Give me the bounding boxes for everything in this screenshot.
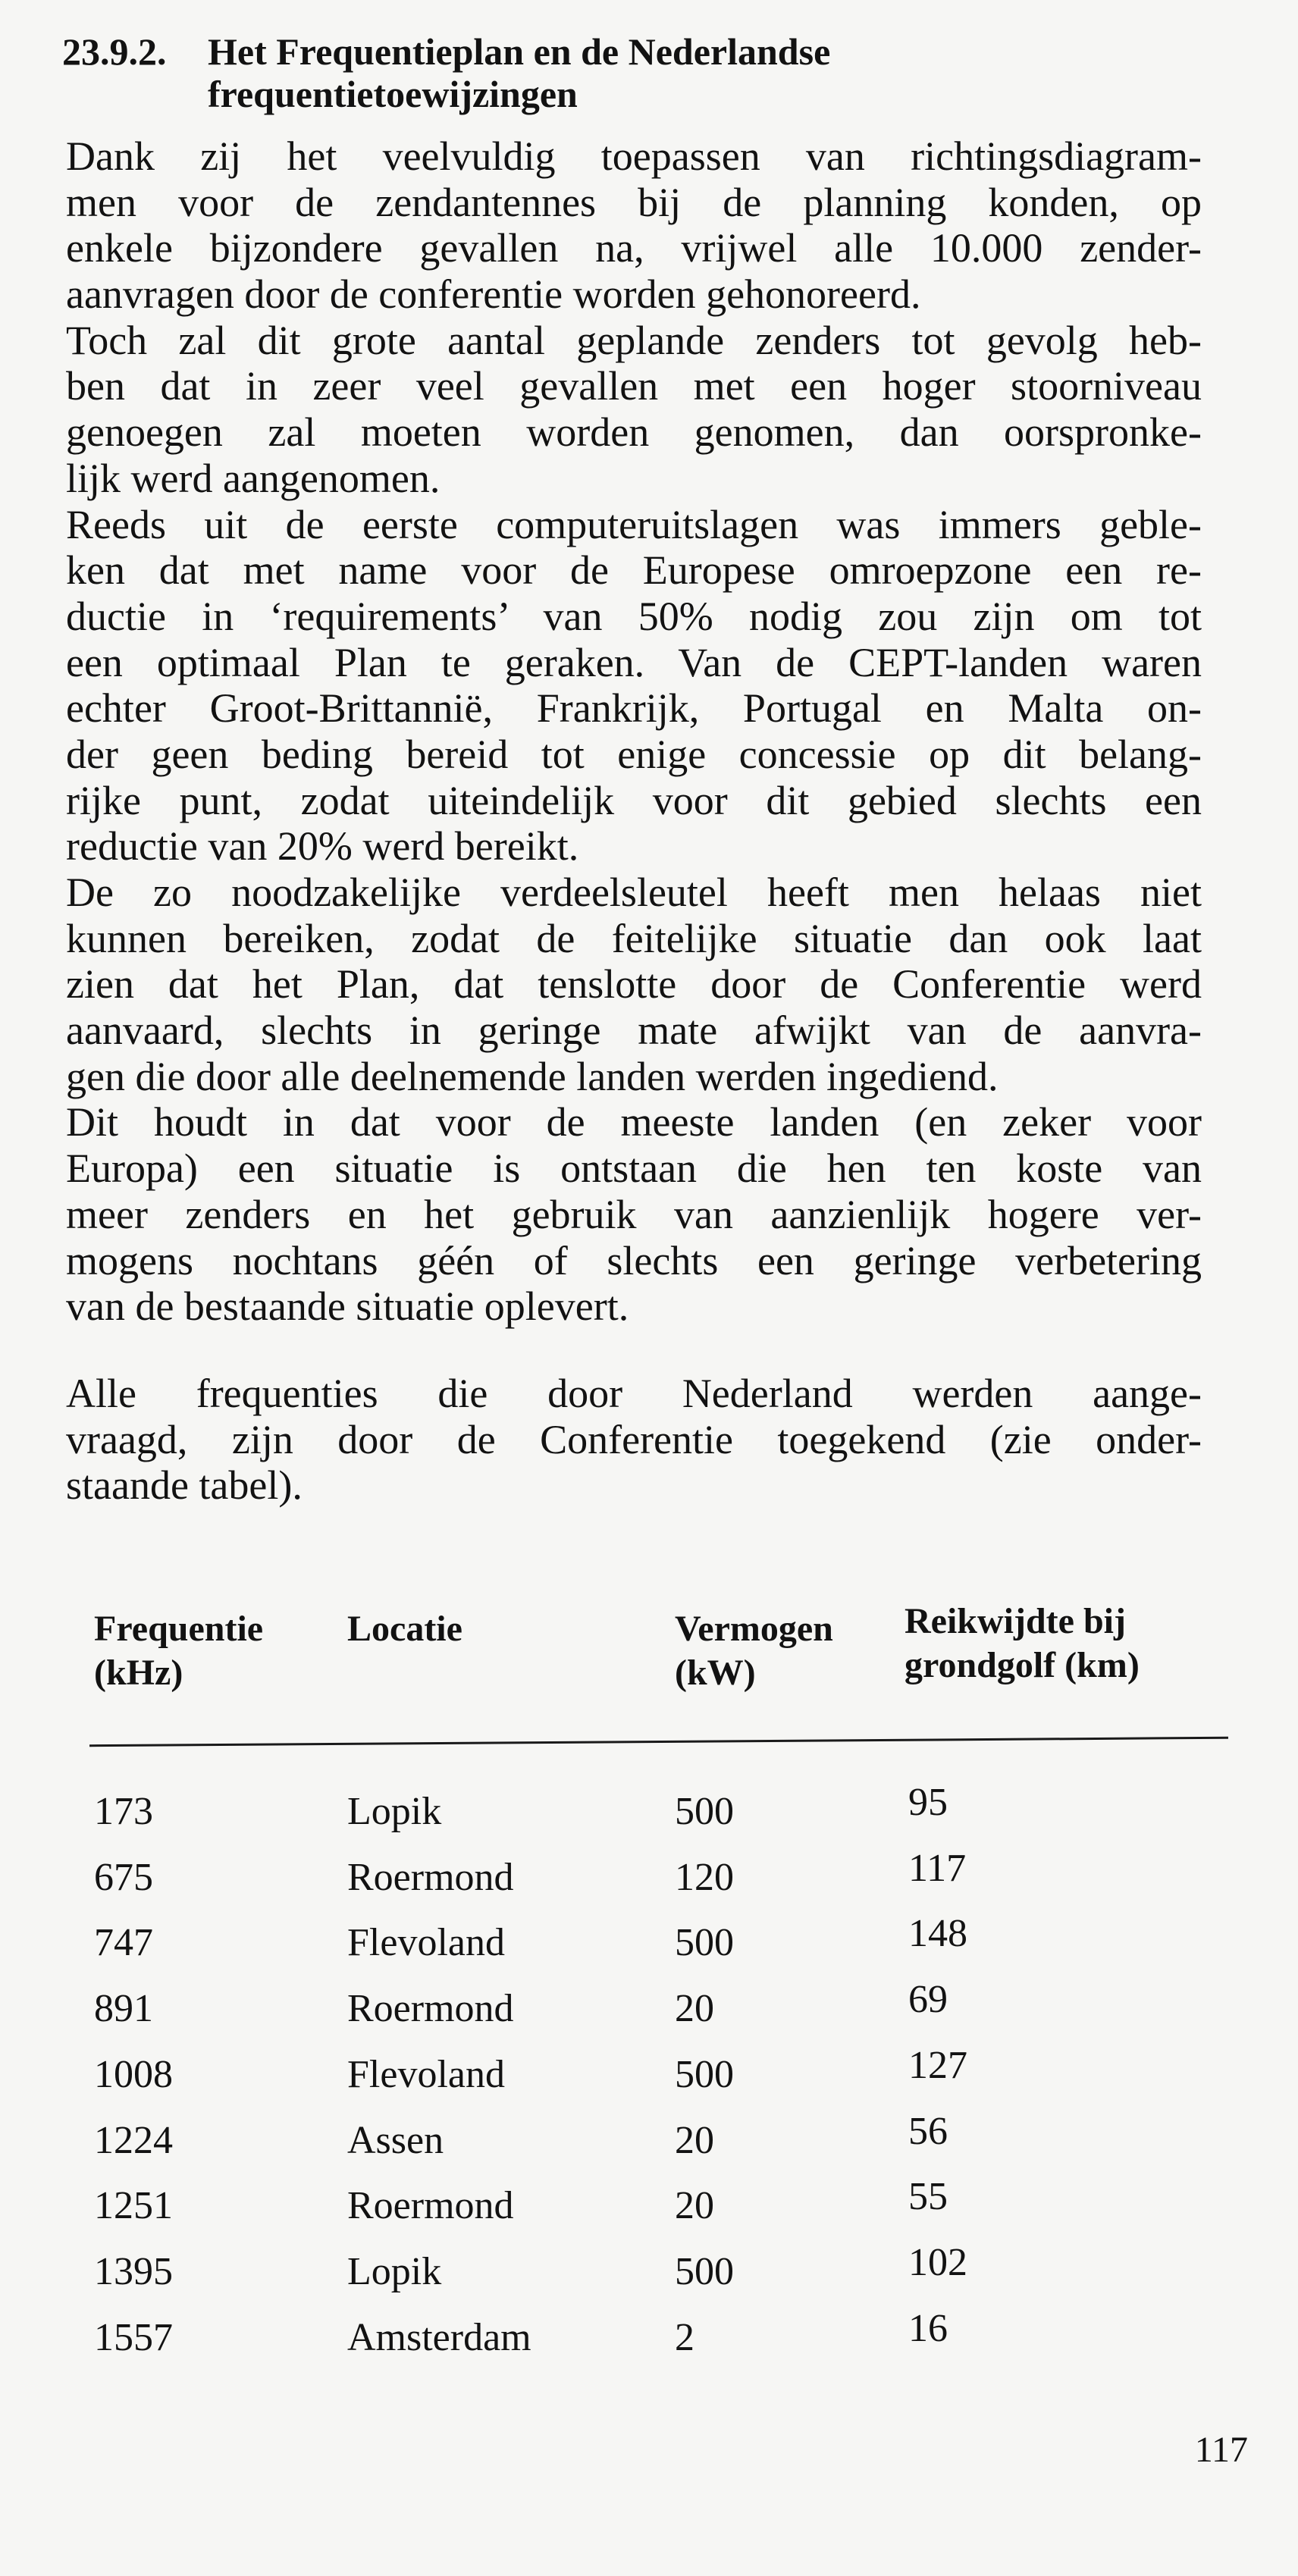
paragraph-gap — [66, 1330, 1202, 1371]
column-header-line: Frequentie — [94, 1609, 264, 1649]
text-line: enkele bijzondere gevallen na, vrijwel alle 10.000 zender- — [66, 225, 1202, 271]
table-row — [0, 2240, 1298, 2295]
paragraph — [66, 1099, 1202, 1329]
paragraph — [66, 502, 1202, 870]
text-line: rijke punt, zodat uiteindelijk voor dit gebied slechts een — [66, 777, 1202, 823]
column-header-line: grondgolf (km) — [905, 1645, 1140, 1685]
frequency-cell: 1557 — [94, 2315, 173, 2359]
text-line: lijk werd aangenomen. — [66, 455, 441, 501]
location-cell: Amsterdam — [347, 2315, 531, 2359]
text-line: men voor de zendantennes bij de planning konden, op — [66, 179, 1202, 225]
frequency-cell: 1395 — [94, 2249, 173, 2293]
text-line: echter Groot-Brittannië, Frankrijk, Portugal en Malta on- — [66, 685, 1202, 732]
power-cell: 500 — [675, 2249, 734, 2293]
table-row — [0, 2306, 1298, 2361]
column-header-line: Vermogen — [675, 1609, 833, 1649]
power-cell: 500 — [675, 1921, 734, 1965]
column-header-line: (kW) — [675, 1653, 756, 1693]
location-cell: Flevoland — [347, 2052, 505, 2096]
range-cell: 148 — [908, 1912, 967, 1956]
text-line: staande tabel). — [66, 1462, 303, 1509]
location-cell: Lopik — [347, 2249, 442, 2293]
column-header — [905, 1600, 1140, 1688]
range-cell: 55 — [908, 2175, 948, 2219]
location-cell: Roermond — [347, 1855, 514, 1899]
text-line: Alle frequenties die door Nederland werden aange- — [66, 1370, 1202, 1416]
range-cell: 102 — [908, 2240, 967, 2284]
table-header-rule — [89, 1737, 1228, 1747]
text-line: ben dat in zeer veel gevallen met een hoger stoorniveau — [66, 363, 1202, 409]
location-cell: Roermond — [347, 2184, 514, 2228]
paragraph — [66, 133, 1202, 318]
range-cell: 127 — [908, 2043, 967, 2087]
frequency-cell: 675 — [94, 1855, 153, 1899]
paragraph — [66, 318, 1202, 502]
text-line: De zo noodzakelijke verdeelsleutel heeft men helaas niet — [66, 870, 1202, 915]
range-cell: 95 — [908, 1781, 948, 1824]
page-number: 117 — [1194, 2430, 1248, 2470]
range-cell: 56 — [908, 2109, 948, 2153]
range-cell: 117 — [908, 1846, 967, 1890]
location-cell: Assen — [347, 2118, 444, 2162]
table-intro-paragraph — [66, 1371, 1202, 1509]
location-cell: Flevoland — [347, 1921, 505, 1965]
text-line: Europa) een situatie is ontstaan die hen ten koste van — [66, 1145, 1202, 1192]
table-row — [0, 1781, 1298, 1835]
section-number: 23.9.2. — [62, 30, 167, 73]
range-cell: 16 — [908, 2306, 948, 2350]
power-cell: 20 — [675, 2118, 714, 2162]
power-cell: 20 — [675, 1987, 714, 2031]
table-row — [0, 2175, 1298, 2229]
text-line: kunnen bereiken, zodat de feitelijke situatie dan ook laat — [66, 915, 1202, 961]
frequency-cell: 173 — [94, 1790, 153, 1833]
text-line: genoegen zal moeten worden genomen, dan oorspronke- — [66, 409, 1202, 456]
text-line: der geen beding bereid tot enige concessie op dit belang- — [66, 731, 1202, 777]
text-line: mogens nochtans géén of slechts een geringe verbetering — [66, 1237, 1202, 1283]
text-line: aanvragen door de conferentie worden gehonoreerd. — [66, 271, 921, 318]
text-line: van de bestaande situatie oplevert. — [66, 1283, 629, 1330]
power-cell: 500 — [675, 1790, 734, 1833]
paragraph — [66, 870, 1202, 1099]
text-line: gen die door alle deelnemende landen werden ingediend. — [66, 1053, 999, 1099]
frequency-cell: 747 — [94, 1921, 153, 1965]
location-cell: Lopik — [347, 1790, 442, 1833]
text-line: een optimaal Plan te geraken. Van de CEPT-landen waren — [66, 639, 1202, 685]
column-header — [675, 1607, 833, 1695]
text-line: ductie in ‘requirements’ van 50% nodig zou zijn om tot — [66, 593, 1202, 639]
frequency-cell: 1224 — [94, 2118, 173, 2162]
text-line: meer zenders en het gebruik van aanzienlijk hogere ver- — [66, 1191, 1202, 1237]
frequency-cell: 1008 — [94, 2052, 173, 2096]
column-header — [94, 1607, 263, 1695]
text-line: reductie van 20% werd bereikt. — [66, 823, 579, 870]
column-header-line: (kHz) — [94, 1653, 183, 1693]
power-cell: 500 — [675, 2052, 734, 2096]
column-header-line: Reikwijdte bij — [905, 1601, 1126, 1641]
text-line: vraagd, zijn door de Conferentie toegekend (zie onder- — [66, 1416, 1202, 1462]
text-line: ken dat met name voor de Europese omroepzone een re- — [66, 547, 1202, 594]
table-row — [0, 1912, 1298, 1966]
text-line: Toch zal dit grote aantal geplande zenders tot gevolg heb- — [66, 317, 1202, 363]
text-line: Dank zij het veelvuldig toepassen van richtingsdiagram- — [66, 133, 1202, 179]
table-row — [0, 1978, 1298, 2032]
column-header — [347, 1607, 462, 1651]
section-title-line: Het Frequentieplan en de Nederlandse — [208, 30, 831, 73]
table-row — [0, 2109, 1298, 2164]
body-text — [66, 133, 1202, 1509]
section-title — [208, 30, 1118, 115]
text-line: zien dat het Plan, dat tenslotte door de Conferentie werd — [66, 961, 1202, 1008]
text-line: Dit houdt in dat voor de meeste landen (en zeker voor — [66, 1099, 1202, 1145]
power-cell: 20 — [675, 2184, 714, 2228]
section-title-line: frequentietoewijzingen — [208, 73, 578, 115]
table-row — [0, 1846, 1298, 1901]
range-cell: 69 — [908, 1978, 948, 2022]
frequency-cell: 1251 — [94, 2184, 173, 2228]
table-row — [0, 2043, 1298, 2098]
power-cell: 120 — [675, 1855, 734, 1899]
text-line: Reeds uit de eerste computeruitslagen was immers geble- — [66, 501, 1202, 547]
location-cell: Roermond — [347, 1987, 514, 2031]
text-line: aanvaard, slechts in geringe mate afwijkt van de aanvra- — [66, 1008, 1202, 1054]
column-header-line: Locatie — [347, 1609, 462, 1649]
frequency-cell: 891 — [94, 1987, 153, 2031]
power-cell: 2 — [675, 2315, 694, 2359]
